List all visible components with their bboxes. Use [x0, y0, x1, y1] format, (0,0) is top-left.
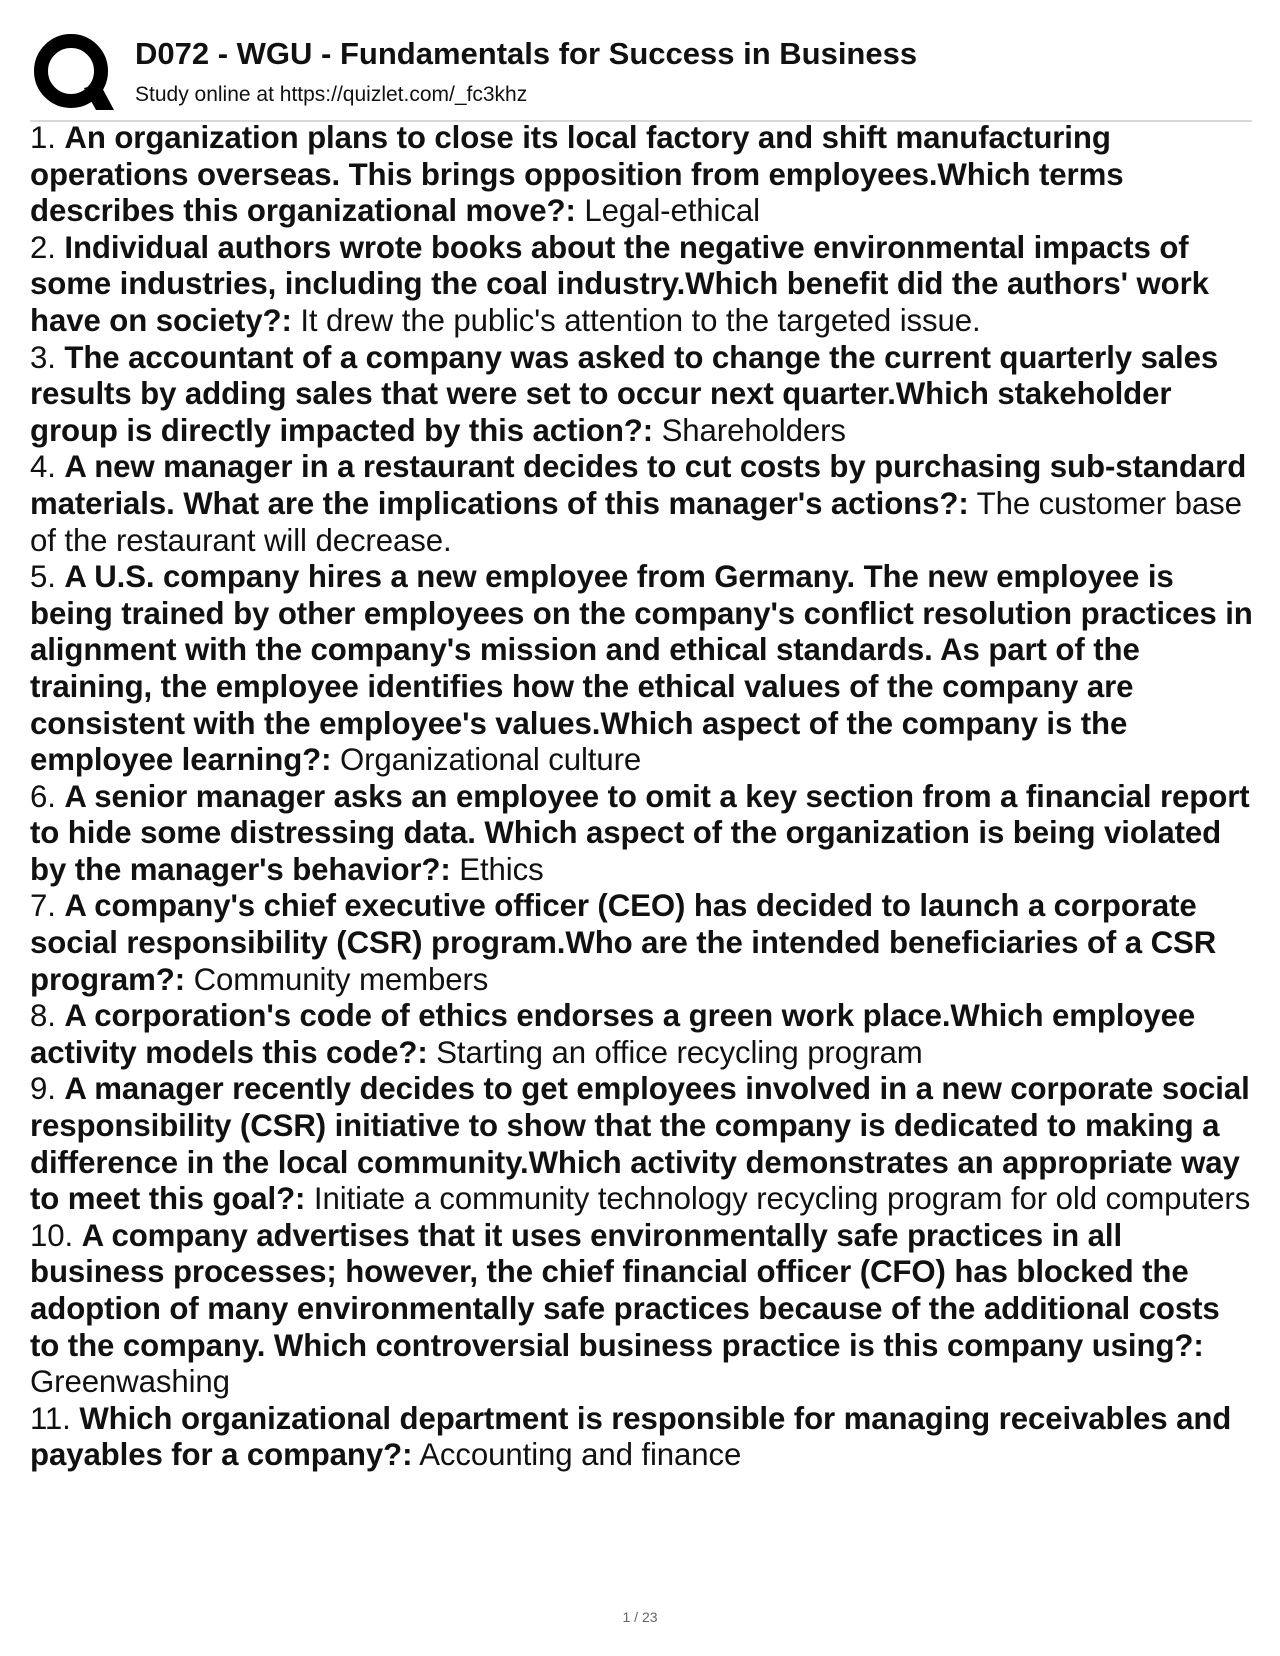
qa-item	[30, 449, 1256, 559]
answer-text: Accounting and finance	[419, 1437, 742, 1473]
question-text: The accountant of a company was asked to change the current quarterly sales results by adding sales that were set to occur next quarter.Which stakeholder group is directly impacted by this action?:	[30, 339, 1219, 448]
quizlet-logo-icon	[32, 32, 114, 114]
question-text: Which organizational department is responsible for managing receivables and payables for a company?:	[30, 1400, 1232, 1473]
item-number: 4.	[30, 449, 56, 485]
qa-item	[30, 888, 1256, 998]
document-title: D072 - WGU - Fundamentals for Success in Business	[135, 36, 918, 71]
question-text: A senior manager asks an employee to omit a key section from a financial report to hide some distressing data. Which aspect of the organization is being violated by the manager's behavior?:	[30, 778, 1250, 887]
item-number: 6.	[30, 778, 56, 814]
question-answer-list	[30, 120, 1256, 1474]
qa-item	[30, 1401, 1256, 1474]
document-header	[30, 30, 1252, 122]
qa-item	[30, 779, 1256, 889]
item-number: 2.	[30, 229, 56, 265]
item-number: 8.	[30, 998, 56, 1034]
item-number: 5.	[30, 559, 56, 595]
item-number: 10.	[30, 1217, 74, 1253]
question-text: A U.S. company hires a new employee from Germany. The new employee is being trained by other employees on the company's conflict resolution practices in alignment with the company's mission and ethical standards. As part of the training, the employee identifies how the ethical values of the company are consistent with the employee's values.Which aspect of the company is the employee learning?:	[30, 559, 1253, 778]
item-number: 7.	[30, 888, 56, 924]
study-online-text: Study online at https://quizlet.com/_fc3khz	[135, 83, 528, 106]
question-text: A company advertises that it uses environmentally safe practices in all business processes; however, the chief financial officer (CFO) has blocked the adoption of many environmentally safe practices because of the additional costs to the company. Which controversial business practice is this company using?:	[30, 1217, 1220, 1363]
qa-item	[30, 230, 1256, 340]
answer-text: It drew the public's attention to the targeted issue.	[300, 302, 981, 338]
qa-item	[30, 120, 1256, 230]
qa-item	[30, 1071, 1256, 1217]
question-text: Individual authors wrote books about the negative environmental impacts of some industries, including the coal industry.Which benefit did the authors' work have on society?:	[30, 229, 1209, 338]
item-number: 1.	[30, 120, 56, 155]
answer-text: Greenwashing	[30, 1364, 230, 1400]
qa-item	[30, 559, 1256, 779]
page-number: 1 / 23	[622, 1609, 658, 1625]
question-text: A company's chief executive officer (CEO) has decided to launch a corporate social responsibility (CSR) program.Who are the intended beneficiaries of a CSR program?:	[30, 888, 1217, 997]
question-text: An organization plans to close its local factory and shift manufacturing operations overseas. This brings opposition from employees.Which terms describes this organizational move?:	[30, 120, 1124, 229]
item-number: 11.	[30, 1400, 71, 1436]
qa-item	[30, 340, 1256, 450]
question-text: A new manager in a restaurant decides to cut costs by purchasing sub-standard materials. What are the implications of this manager's actions?:	[30, 449, 1247, 521]
answer-text: Ethics	[459, 851, 544, 887]
qa-item	[30, 1218, 1256, 1401]
answer-text: Organizational culture	[339, 742, 642, 778]
item-number: 3.	[30, 339, 56, 375]
answer-text: Community members	[193, 961, 489, 997]
answer-text: Starting an office recycling program	[436, 1034, 923, 1070]
answer-text: Shareholders	[661, 412, 846, 448]
answer-text: Initiate a community technology recycling program for old computers	[313, 1181, 1251, 1217]
question-text: A manager recently decides to get employees involved in a new corporate social responsibility (CSR) initiative to show that the company is dedicated to making a difference in the local community.Which activity demonstrates an appropriate way to meet this goal?:	[30, 1071, 1250, 1217]
answer-text: Legal-ethical	[584, 193, 760, 229]
answer-text: The customer base of the restaurant will decrease.	[30, 485, 1242, 558]
question-text: A corporation's code of ethics endorses a green work place.Which employee activity models this code?:	[30, 998, 1196, 1070]
qa-item	[30, 998, 1256, 1071]
item-number: 9.	[30, 1071, 56, 1107]
